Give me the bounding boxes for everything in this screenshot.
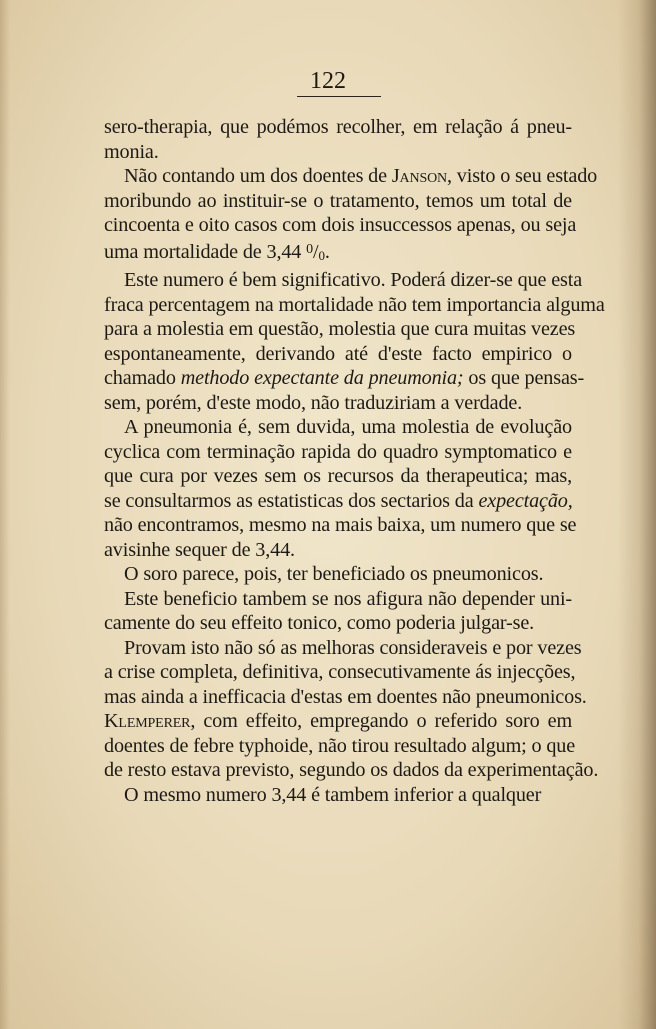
text-segment: expectação, [478, 489, 573, 512]
text-segment: para a molestia em questão, molestia que cura muitas vezes [104, 318, 576, 340]
text-line [104, 783, 572, 808]
text-segment: A pneumonia é, sem duvida, uma molestia de evolução [124, 416, 572, 438]
text-segment: O soro parece, pois, ter beneficiado os pneumonicos. [124, 563, 544, 585]
text-segment: Klemperer [104, 710, 191, 732]
text-line [104, 342, 572, 367]
text-segment: 0 [306, 241, 313, 257]
text-line [104, 115, 572, 140]
text-line [104, 140, 572, 165]
text-line [104, 464, 572, 489]
text-segment: fraca percentagem na mortalidade não tem importancia alguma [104, 293, 605, 316]
text-segment: cyclica com terminação rapida do quadro symptomatico e [104, 440, 572, 463]
text-line [104, 685, 587, 710]
text-segment: 0 [318, 247, 325, 263]
text-segment: Não contando um dos doentes de [124, 165, 392, 187]
text-line [104, 734, 576, 759]
text-line [104, 562, 572, 587]
text-segment: , visto o seu estado [447, 165, 598, 187]
text-segment: sem, porém, d'este modo, não traduziriam a verdade. [104, 391, 523, 414]
text-segment: uma mortalidade de 3,44 [104, 240, 307, 263]
text-segment: não encontramos, mesmo na mais baixa, um numero que se [104, 514, 577, 536]
text-line [104, 611, 572, 636]
text-line [104, 440, 572, 465]
text-segment: , com effeito, empregando o referido soro em [190, 710, 572, 732]
text-segment: Provam isto não só as melhoras consideraveis e por vezes [124, 636, 582, 659]
text-segment: monia. [104, 140, 159, 163]
text-line [104, 366, 585, 391]
text-line [104, 660, 576, 685]
text-segment: methodo expectante da pneumonia; [180, 367, 464, 389]
text-segment: moribundo ao instituir-se o tratamento, temos um total de [104, 189, 572, 212]
text-line [104, 513, 577, 538]
text-line [104, 213, 577, 238]
text-line [104, 636, 582, 661]
text-line [104, 587, 572, 612]
header-rule [297, 96, 381, 97]
page-edge-shadow-left [0, 0, 10, 1029]
text-segment: . [324, 240, 330, 263]
body-text [104, 115, 605, 807]
text-segment: Este numero é bem significativo. Poderá dizer-se que esta [124, 269, 583, 291]
text-segment: cincoenta e oito casos com dois insuccessos apenas, ou seja [104, 214, 577, 236]
text-segment: Janson [391, 165, 448, 187]
text-segment: doentes de febre typhoide, não tirou resultado algum; o que [104, 734, 576, 757]
text-segment: sero-therapia, que podémos recolher, em relação á pneu- [104, 116, 572, 138]
page-edge-shadow-right [618, 0, 656, 1029]
text-line [104, 238, 572, 269]
text-segment: mas ainda a inefficacia d'estas em doentes não pneumonicos. [104, 685, 587, 708]
text-segment: de resto estava previsto, segundo os dados da experimentação. [104, 759, 599, 781]
page-number: 122 [310, 68, 346, 94]
text-segment: O mesmo numero 3,44 é tambem inferior a qualquer [124, 783, 542, 806]
text-segment: camente do seu effeito tonico, como poderia julgar-se. [104, 612, 535, 634]
text-line [104, 317, 576, 342]
text-segment: os que pensas- [463, 367, 585, 389]
text-line [104, 268, 583, 293]
text-segment: / [313, 240, 319, 263]
text-line [104, 189, 572, 214]
text-segment: espontaneamente, derivando até d'este facto empirico o [104, 342, 572, 365]
text-line [104, 415, 572, 440]
text-segment: chamado [104, 367, 181, 389]
text-line [104, 758, 599, 783]
text-line [104, 391, 572, 416]
text-line [104, 709, 572, 734]
text-segment: se consultarmos as estatisticas dos sectarios da [104, 489, 479, 512]
text-segment: a crise completa, definitiva, consecutivamente ás injecções, [104, 661, 576, 683]
text-segment: Este beneficio tambem se nos afigura não depender uni- [124, 587, 572, 610]
text-segment: avisinhe sequer de 3,44. [104, 538, 295, 561]
text-line [104, 164, 598, 189]
text-line [104, 293, 605, 318]
text-line [104, 538, 572, 563]
text-segment: que cura por vezes sem os recursos da therapeutica; mas, [104, 465, 572, 487]
text-line [104, 489, 572, 514]
